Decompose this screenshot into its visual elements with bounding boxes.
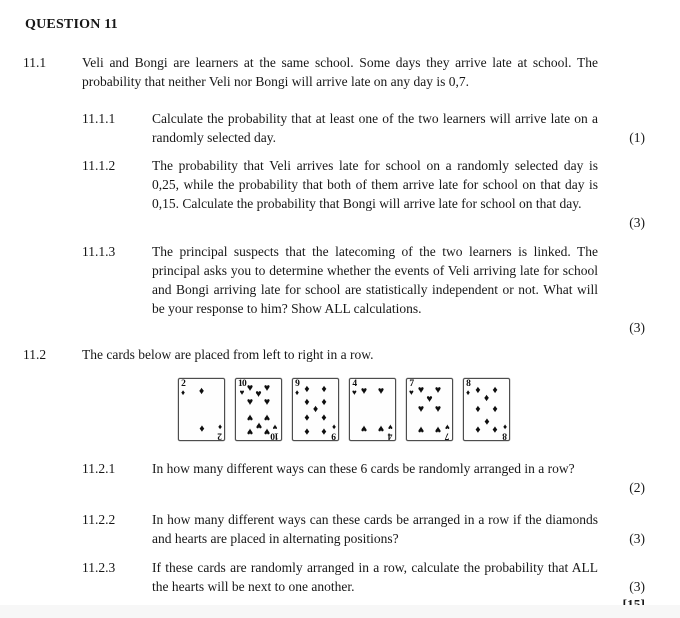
card-corner-index: 8 ♦ xyxy=(502,422,507,440)
card-corner-index: 2 ♦ xyxy=(217,422,222,440)
heart-pip-icon: ♥ xyxy=(246,424,254,436)
cards-row xyxy=(178,378,510,441)
page-bottom-edge xyxy=(0,605,680,618)
card-corner-index: 2 ♦ xyxy=(181,379,186,397)
card-corner-index: 7 ♥ xyxy=(445,422,450,440)
q11-1-3-text: The principal suspects that the latecoming of the two learners is linked. The principal asks you to determine whether the events of Veli arriving late for school and Bongi arriving late for school are statistically independent or not. What will be your response to him? Show ALL calculations. xyxy=(152,244,598,316)
card-corner-index: 4 ♥ xyxy=(352,379,357,397)
heart-pip-icon: ♥ xyxy=(263,383,271,395)
diamond-pip-icon: ♦ xyxy=(492,384,498,396)
q11-1-2-text: The probability that Veli arrives late for school on a randomly selected day is 0,25, while the probability that both of them arrive late for school on that day is 0,15. Calculate the probability that Bongi will arrive late for school on that day. xyxy=(152,158,598,211)
card-corner-index: 9 ♦ xyxy=(295,379,300,397)
q11-1-text: Veli and Bongi are learners at the same school. Some days they arrive late at school. The probability that neither Veli nor Bongi will arrive late on any day is 0,7. xyxy=(82,55,598,89)
heart-pip-icon: ♥ xyxy=(263,411,271,423)
heart-pip-icon: ♥ xyxy=(246,383,254,395)
q11-2-2-number: 11.2.2 xyxy=(82,512,116,527)
q11-1-1-mark: (1) xyxy=(629,130,645,145)
diamond-pip-icon: ♦ xyxy=(198,386,205,398)
diamond-pip-icon: ♦ xyxy=(475,403,481,415)
diamond-pip-icon: ♦ xyxy=(304,396,310,408)
card-corner-index: 10 ♥ xyxy=(271,422,279,440)
playing-card-7-heart xyxy=(406,378,453,441)
q11-1-2-number: 11.1.2 xyxy=(82,158,116,173)
diamond-icon: ♦ xyxy=(295,387,300,397)
diamond-pip-icon: ♦ xyxy=(321,396,327,408)
q11-2-2-text: In how many different ways can these cards be arranged in a row if the diamonds and hearts are placed in alternating positions? xyxy=(152,512,598,546)
heart-pip-icon: ♥ xyxy=(360,421,368,433)
diamond-pip-icon: ♦ xyxy=(304,424,310,436)
heart-pip-icon: ♥ xyxy=(417,403,425,415)
q11-2-1-number: 11.2.1 xyxy=(82,461,116,476)
q11-1-2-mark: (3) xyxy=(629,215,645,230)
q11-1-1-number: 11.1.1 xyxy=(82,111,116,126)
q11-2-number: 11.2 xyxy=(23,347,47,362)
diamond-pip-icon: ♦ xyxy=(198,421,205,433)
diamond-pip-icon: ♦ xyxy=(304,383,310,395)
heart-pip-icon: ♥ xyxy=(246,411,254,423)
heart-icon: ♥ xyxy=(352,387,357,397)
diamond-icon: ♦ xyxy=(502,422,507,432)
diamond-icon: ♦ xyxy=(466,387,471,397)
diamond-pip-icon: ♦ xyxy=(492,423,498,435)
q11-2-1-mark: (2) xyxy=(629,480,645,495)
heart-icon: ♥ xyxy=(388,422,393,432)
card-corner-index: 8 ♦ xyxy=(466,379,471,397)
q11-2-2-mark: (3) xyxy=(629,531,645,546)
diamond-pip-icon: ♦ xyxy=(304,411,310,423)
heart-pip-icon: ♥ xyxy=(417,384,425,396)
heart-pip-icon: ♥ xyxy=(263,396,271,408)
diamond-icon: ♦ xyxy=(217,422,222,432)
heart-pip-icon: ♥ xyxy=(434,423,442,435)
heart-pip-icon: ♥ xyxy=(434,403,442,415)
diamond-pip-icon: ♦ xyxy=(321,424,327,436)
q11-2-3-text: If these cards are randomly arranged in a row, calculate the probability that ALL the hearts will be next to one another. xyxy=(152,560,598,594)
diamond-icon: ♦ xyxy=(331,422,336,432)
heart-pip-icon: ♥ xyxy=(255,418,262,430)
diamond-pip-icon: ♦ xyxy=(312,403,319,415)
heart-pip-icon: ♥ xyxy=(360,386,368,398)
diamond-pip-icon: ♦ xyxy=(483,392,490,404)
heart-icon: ♥ xyxy=(272,422,278,432)
playing-card-10-heart xyxy=(235,378,282,441)
heart-pip-icon: ♥ xyxy=(377,386,385,398)
q11-2-1-text: In how many different ways can these 6 cards be randomly arranged in a row? xyxy=(152,461,575,476)
heart-pip-icon: ♥ xyxy=(426,393,433,405)
heart-pip-icon: ♥ xyxy=(246,396,254,408)
playing-card-4-heart xyxy=(349,378,396,441)
q11-1-3-number: 11.1.3 xyxy=(82,244,116,259)
q11-2-3-number: 11.2.3 xyxy=(82,560,116,575)
heart-pip-icon: ♥ xyxy=(263,424,271,436)
q11-1-3-mark: (3) xyxy=(629,320,645,335)
diamond-pip-icon: ♦ xyxy=(321,411,327,423)
heart-pip-icon: ♥ xyxy=(417,423,425,435)
diamond-pip-icon: ♦ xyxy=(483,415,490,427)
card-corner-index: 9 ♦ xyxy=(331,422,336,440)
card-corner-index: 7 ♥ xyxy=(409,379,414,397)
question-heading: QUESTION 11 xyxy=(25,17,118,32)
q11-1-number: 11.1 xyxy=(23,55,47,70)
heart-icon: ♥ xyxy=(409,387,414,397)
playing-card-8-diamond xyxy=(463,378,510,441)
heart-pip-icon: ♥ xyxy=(255,389,262,401)
diamond-icon: ♦ xyxy=(181,387,186,397)
diamond-pip-icon: ♦ xyxy=(321,383,327,395)
heart-icon: ♥ xyxy=(239,387,245,397)
diamond-pip-icon: ♦ xyxy=(475,384,481,396)
playing-card-2-diamond xyxy=(178,378,225,441)
card-corner-index: 4 ♥ xyxy=(388,422,393,440)
heart-icon: ♥ xyxy=(445,422,450,432)
card-corner-index: 10 ♥ xyxy=(238,379,246,397)
heart-pip-icon: ♥ xyxy=(434,384,442,396)
diamond-pip-icon: ♦ xyxy=(492,403,498,415)
q11-2-3-mark: (3) xyxy=(629,579,645,594)
q11-1-1-text: Calculate the probability that at least one of the two learners will arrive late on a randomly selected day. xyxy=(152,111,598,145)
playing-card-9-diamond xyxy=(292,378,339,441)
heart-pip-icon: ♥ xyxy=(377,421,385,433)
diamond-pip-icon: ♦ xyxy=(475,423,481,435)
q11-2-text: The cards below are placed from left to right in a row. xyxy=(82,347,374,362)
